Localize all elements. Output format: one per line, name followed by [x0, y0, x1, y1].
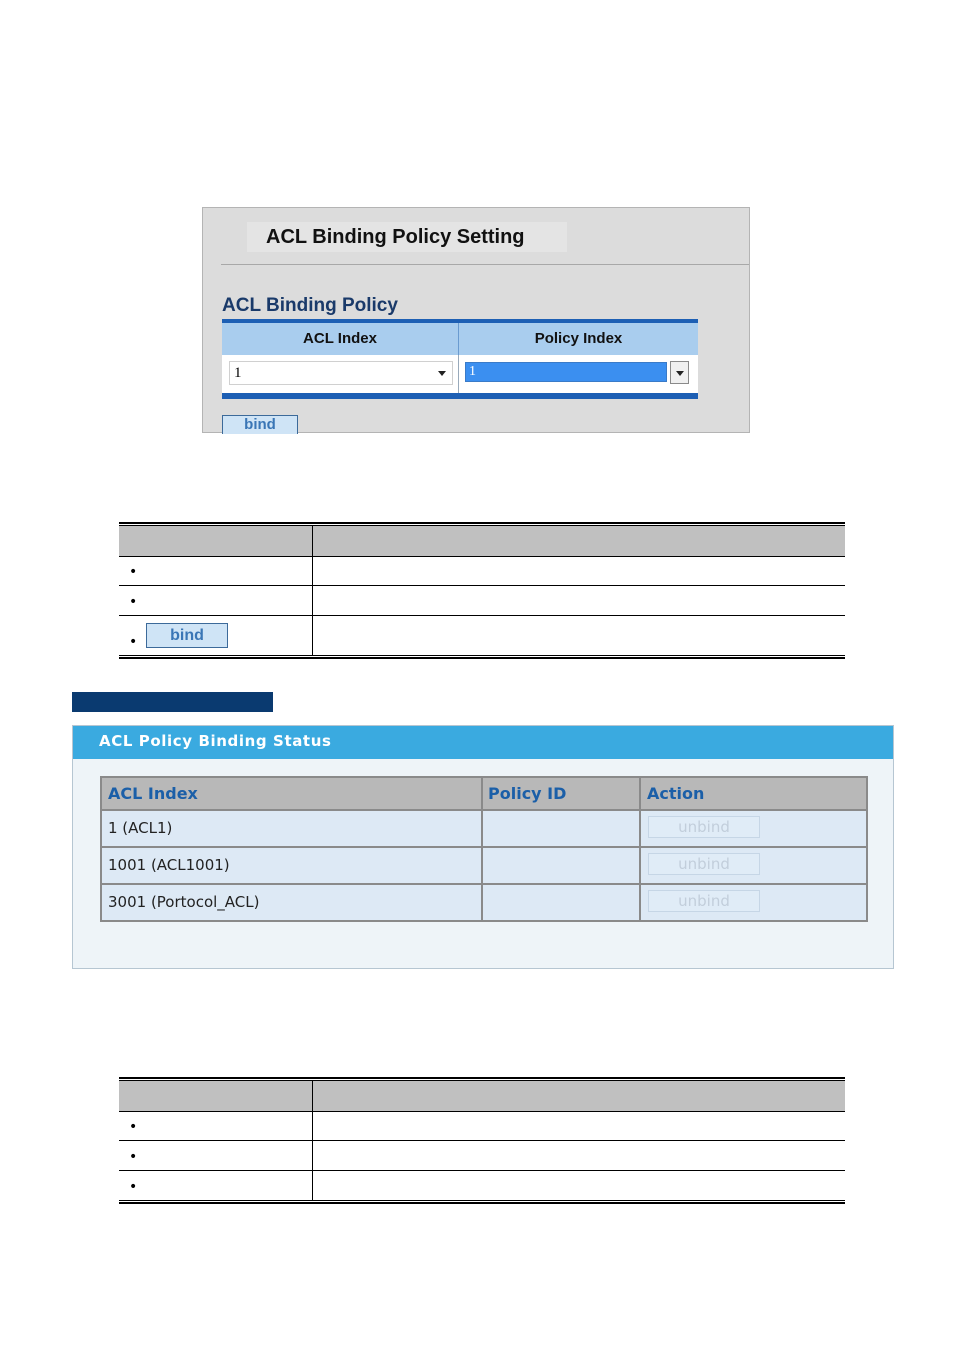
column-header-action: Action [647, 784, 705, 803]
table-row [102, 811, 866, 848]
bind-button[interactable]: bind [222, 415, 298, 434]
column-header-policy-id: Policy ID [488, 784, 567, 803]
column-header-policy-index: Policy Index [459, 323, 698, 355]
row-divider [119, 585, 845, 586]
title-divider [221, 264, 749, 265]
row-divider [119, 1170, 845, 1171]
bind-button-reference: bind [146, 623, 228, 648]
policy-index-select[interactable] [465, 362, 667, 382]
table-bottom-bar [222, 393, 698, 399]
column-divider [312, 526, 313, 656]
table-bottom-rule [119, 1200, 845, 1204]
section-title: ACL Binding Policy [222, 295, 398, 316]
row-bullet: • [129, 564, 138, 580]
column-header-acl-index: ACL Index [108, 784, 198, 803]
table-header-row [102, 778, 866, 811]
column-divider [639, 778, 641, 920]
acl-binding-policy-setting-panel [202, 207, 750, 433]
column-divider [481, 778, 483, 920]
unbind-button[interactable]: unbind [648, 853, 760, 875]
table-row [102, 848, 866, 885]
table-header-row [119, 526, 845, 556]
policy-index-selected-value: 1 [469, 364, 476, 379]
description-table-2 [119, 1077, 845, 1205]
acl-index-selected-value: 1 [234, 365, 242, 381]
policy-index-dropdown-button[interactable] [670, 361, 689, 384]
panel-header [73, 726, 893, 759]
panel-title: ACL Policy Binding Status [99, 732, 332, 750]
row-divider [119, 1140, 845, 1141]
row-bullet: • [129, 1119, 138, 1135]
row-divider [119, 1111, 845, 1112]
unbind-button[interactable]: unbind [648, 816, 760, 838]
column-divider [312, 1081, 313, 1201]
panel-title: ACL Binding Policy Setting [247, 222, 567, 252]
binding-policy-table [222, 319, 698, 399]
description-table-1 [119, 522, 845, 659]
row-bullet: • [129, 1179, 138, 1195]
row-bullet: • [129, 1149, 138, 1165]
column-header-acl-index: ACL Index [222, 323, 459, 355]
acl-index-cell: 1 (ACL1) [108, 819, 173, 837]
table-bottom-rule [119, 655, 845, 659]
binding-status-table [100, 776, 868, 922]
table-row [102, 885, 866, 922]
row-divider [119, 615, 845, 616]
acl-index-select[interactable] [229, 361, 453, 385]
acl-index-cell: 3001 (Portocol_ACL) [108, 893, 260, 911]
acl-index-cell: 1001 (ACL1001) [108, 856, 230, 874]
acl-policy-binding-status-panel [72, 725, 894, 969]
section-heading-bar [72, 692, 273, 712]
table-header-row [119, 1081, 845, 1111]
policy-index-cell [459, 355, 698, 393]
dropdown-arrow-icon [676, 371, 684, 376]
dropdown-arrow-icon [438, 371, 446, 376]
row-bullet: • [129, 594, 138, 610]
unbind-button[interactable]: unbind [648, 890, 760, 912]
row-divider [119, 556, 845, 557]
row-bullet: • [129, 634, 138, 650]
acl-index-cell [222, 355, 459, 393]
